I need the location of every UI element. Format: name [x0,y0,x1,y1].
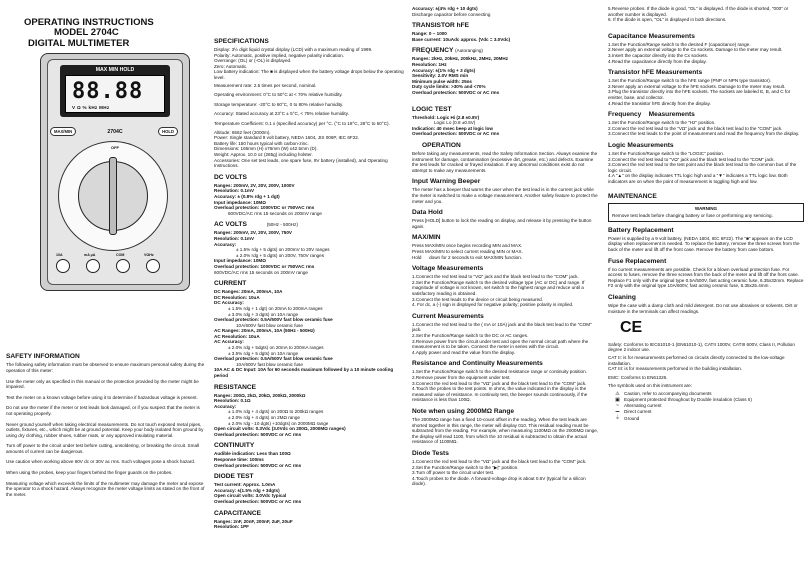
ground-icon: ⏚ [614,415,620,422]
spec-line: Overload protection: 1000VDC or 750VAC rms [214,205,315,211]
step-line: 3.Plug the transistor directly into the hFE sockets. The sockets are labeled E, B, and C for emitter, base, and collector. [608,89,791,100]
emc-text: EMC: Conforms to EN61326. [608,374,668,380]
title-line: OPERATING INSTRUCTIONS [24,17,154,28]
ce-mark-icon: CE [620,319,643,337]
symbol-text: Caution, refer to accompanying documents [624,391,712,397]
spec-line: AC Ranges: 20mA, 200mA, 10A (50Hz - 500Hz) [214,328,315,334]
frequency-title: FREQUENCY [412,47,454,55]
spec-line: AC Accuracy: [214,339,244,345]
caution-icon: ⚠ [615,390,620,397]
safety-paragraph: Turn off power to the circuit under test before cutting, unsoldering, or breaking the circuit. Small amounts of current can be dangerous. [6,443,200,454]
max-min-heading: MAX/MIN [412,234,441,242]
spec-line: Low battery indication: The ■ is displayed when the battery voltage drops below the operating level. [214,69,404,80]
dc-volts-heading: DC VOLTS [214,173,247,181]
spec-line: Accuracy: ±(1.5% rdg + 3dgts) [214,487,280,493]
diode-test-heading: DIODE TEST [214,473,254,481]
step-line: 1.Connect the red test lead to "VΩ" jack and the black test lead to the "COM" jack. [412,274,579,280]
spec-line: Accuracy: [214,403,237,409]
jack-label-com: COM [116,253,125,258]
spec-line: Resolution: 0.1mV [214,188,255,194]
document-title [6,18,206,49]
spec-line: DC Resolution: 10uA [214,294,260,300]
spec-line: Accuracy: ± (0.8% rdg + 1 dgt) [214,193,280,199]
spec-line: Operating environment: 0°C to 50°C at < 70% relative humidity. [214,92,343,98]
step-line: 3.Insert the capacitor directly into the Cx sockets. [608,53,709,58]
spec-line: ± 2.0% rdg + 5 dgts) on 200V, 750V ranges [236,252,325,258]
step-line: 2.Set the Function/Range switch to the "▶|" position. [412,464,519,470]
step-line: 2.Never apply an external voltage to the Cx sockets. Damage to the meter may result. [608,47,783,53]
step-line: 4.A "▲" on the display indicates TTL logic high and a "▼" indicates a TTL logic low. Both indicators are on when the point of measurement is toggling high and low. [608,173,788,184]
step-line: 4.Read the capacitance directly from the display. [608,58,707,64]
title-line: MODEL 2704C [54,27,119,39]
ac-volts-heading [214,221,404,229]
meter-lcd [65,75,165,113]
input-warning-heading: Input Warning Beeper [412,178,481,186]
battery-replacement-heading: Battery Replacement [608,226,674,234]
safety-paragraph: Use the meter only as specified in this manual or the protection provided by the meter might be impaired. [6,378,199,390]
spec-line: Accuracy: ±(4% rdg + 10 dgts) [412,6,478,11]
safety-paragraph: Never ground yourself when taking electrical measurements. Do not touch exposed metal pipes, outlets, fixtures, etc., which might be at ground potential. Keep your body isolated from ground by using dry clothing, rubber shoes, rubber mats, or any approved insulating material. [6,421,204,438]
safety-list [6,362,206,497]
spec-line: Input impedance: 10MΩ [214,258,266,264]
lcd-digits: 88.88 [72,79,144,105]
step-line: 4. For dc, a (-) sign is displayed for negative polarity; positive polarity is implied. [412,302,574,308]
spec-line: Overload protection: 0.5A/500V fast blow ceramic fuse [214,356,333,362]
spec-line: Test current: Approx. 1.0mA [214,482,276,488]
step-line: 2.Connect the red test lead to "VΩ" jack and the black test lead to the "COM" jack. [608,156,775,162]
symbol-text: Alternating current [624,403,662,409]
spec-line: Base current: 10uAdc approx. (Vdc = 3.0Vdc) [412,36,511,42]
spec-line: Sensitivity: 2.0V RMS min [412,73,469,79]
frequency-measurements-heading: Frequency Measurements [608,111,695,119]
spec-line: Power: Single standard 9 volt battery, NEDA 1604, JIS 006P, IEC 6F22. [214,135,360,141]
spec-line: Display: 3½ digit liquid crystal display (LCD) with a maximum reading of 1999. [214,47,373,53]
data-hold-text: Press [HOLD] button to lock the reading on display, and release it by pressing the button again. [412,218,592,229]
dial-off-label: OFF [111,145,119,151]
step-line: 3.Connect the test leads to the device or circuit being measured. [412,296,543,302]
step-line: 3.Turn off power to the circuit under test. [412,470,495,476]
operation-text: Before taking any measurements, read the Safety Information Section. Always examine the instrument for damage, contamination (excessive dirt, grease, etc.) and defects. Examine the test leads for cracked or frayed insulation. If any abnormal conditions exist do not attempt to make any measurements. [412,151,598,173]
spec-line: ± 1.5% rdg + 1 dgt) on 20mA to 200mA ranges [228,305,323,311]
data-hold-heading: Data Hold [412,209,443,217]
transistor-hfe-measurements-heading: Transistor hFE Measurements [608,69,703,77]
cat3-text: CAT III: is for measurements performed in the building installation. [608,366,743,372]
step-line: 3.Connect the red test lead to the test point and the black test lead to the common bus of the logic circuit. [608,162,797,173]
step-line: 2.Set the Function/Range switch to the DC or AC ranges. [412,333,529,339]
spec-line: Open circuit volts: 3.0Vdc typical [214,493,287,499]
warning-box [608,203,804,222]
current-heading: CURRENT [214,280,247,288]
spec-line: Ranges: 200mV, 2V, 20V, 200V, 750V [214,230,292,236]
spec-line: ± 2.0% rdg + 4 dgts) on 2MΩ range [228,415,300,421]
spec-line: Battery life: 150 hours typical with carbon-zinc. [214,140,309,146]
spec-line: Overload protection: 0.5A/500V fast blow ceramic fuse [214,317,333,323]
safety-paragraph: Do not use the meter if the meter or test leads look damaged, or if you suspect that the meter is not operating properly. [6,405,200,416]
spec-line: Storage temperature: -20°C to 60°C, 0 to 80% relative humidity. [214,101,344,107]
spec-line: Resolution: 1PF [214,524,249,530]
warning-text: Remove test leads before changing battery or fuse or performing any servicing. [612,213,773,219]
spec-line: Ranges: 200Ω, 2kΩ, 20kΩ, 200kΩ, 2000kΩ [214,392,306,398]
safety-heading: SAFETY INFORMATION [6,353,80,361]
meter-model-label: 2704C [107,129,123,136]
symbol-text: Equipment protected throughout by Double insulation (Class II) [624,397,752,403]
continuity-heading: CONTINUITY [214,442,255,450]
step-line: 1.Connect the red test lead to the "VΩ" jack and the black test lead to the "COM" jack. [412,459,587,465]
alternating-current-icon: ~ [616,403,619,410]
logic-test-heading: LOGIC TEST [412,105,452,113]
max-min-line: Press MAX/MIN once begins recording MIN and MAX. [412,243,523,249]
step-line: 4.Read the transistor hFE directly from the display. [608,100,711,106]
spec-line: ± 2.0% rdg - 10 dgts) +10dgts) on 2000MΩ range [228,420,329,426]
ac-volts-subtitle: (50Hz - 500Hz) [266,222,298,228]
spec-line: Range: 0 ~ 1000 [412,31,447,37]
spec-line: Overload protection: 500VDC or AC rms [214,431,302,437]
step-line: 2.Connect the red test lead to the "VΩ" jack and the black test lead to the "COM" jack. [608,125,783,131]
spec-line: 10A/600V fast blow ceramic fuse [236,322,303,328]
spec-line: 600VDC/AC rms 15 seconds on 200mV range [214,269,308,275]
fuse-replacement-text: If no current measurements are possible. Check for a blown overload protection fuse. For access to fuses, remove the three screws from the back of the meter and lift off the front case. Replace F1 only with the original type 0.5A/500V, fast acting ceramic fuse, 6.35x32mm. Replace F2 only with the original type 10A/600V, fast acting ceramic fuse, 6.35x25.4mm . [608,266,804,289]
spec-line: Open circuit volts: 0.3Vdc (3.0Vdc on 200Ω, 2000MΩ ranges) [214,426,346,432]
spec-line: Dimensions: 165mm (H) x76mm (W) x42.5mm (D). [214,146,318,152]
spec-line: Temperature Coefficient: 0.1 x (specified accuracy) per °C. (°C to 18°C, 28°C to 50°C). [214,120,390,126]
direct-current-icon: ⎓ [615,409,620,416]
jack-label-10a: 10A [56,253,63,258]
lcd-mode-label: MAX MIN HOLD [95,67,135,74]
step-line: 3.Connect the red test lead to the "VΩ" jack and the black test lead to the "COM" jack. [412,380,587,386]
spec-line: Input impedance: 10MΩ [214,199,266,205]
symbol-text: Ground [624,415,640,421]
step-line: 3.Connect the test leads to the point of measurement and read the frequency from the display. [608,131,800,137]
battery-replacement-text: Power is supplied by a 9 volt battery. (NEDA 1604, IEC 6F22). The "■" appears on the LCD display when replacement is needed. To replace the battery, remove the three screws from the back of the meter and lift off the front case. Remove the battery from case bottom. [608,235,800,253]
step-line: 6. If the diode is open, "OL" is displayed in both directions. [608,17,727,23]
spec-line: Zero: Automatic. [214,63,248,69]
spec-line: Duty cycle limits: >30% and <70% [412,84,486,90]
diode-tests-heading: Diode Tests [412,450,449,458]
cat2-text: CAT II: is for measurements performed on circuits directly connected to the low-voltage installation. [608,354,785,366]
step-line: 5.Reverse probes. If the diode is good, "OL" is displayed. If the diode is shorted, "000" or another number is displayed. [608,6,789,17]
column-2 [214,0,404,582]
safety-paragraph: Use caution when working above 60V dc or 30V ac rms. Such voltages pose a shock hazard. [6,459,196,465]
spec-line: ± 1.5% rdg + 5 dgts) on 200mV to 20V ranges [236,247,330,253]
title-line: DIGITAL MULTIMETER [28,37,130,49]
note-2000m-text: The 2000MΩ range has a fixed 10-count offset in the reading. When the test leads are shorted together in this range, the meter will display 010. This residual reading must be subtracted from the reading. For example, when measuring 1100MΩ on the 2000MΩ range, the display will read 1100, from which the 10 residual is subtracted to obtain the actual resistance of 1100MΩ. [412,417,599,445]
step-line: 2.Remove power from the equipment under test. [412,375,511,381]
spec-line: DC Ranges: 20mA, 200mA, 10A [214,289,283,295]
column-3 [412,0,600,582]
max-min-line: Hold down for 2 seconds to exit MAX/MIN function. [412,254,523,260]
capacitance-measurements-heading: Capacitance Measurements [608,32,695,40]
spec-line: DC Accuracy: [214,300,244,306]
max-min-button: MAX/MIN [50,127,76,136]
column-4 [608,0,804,582]
spec-line: 600VDC/AC rms 15 seconds on 200mV range [228,210,322,216]
dial-pointer [109,157,117,235]
spec-line: Overrange: (OL) or (-OL) is displayed. [214,58,292,64]
capacitance-heading: CAPACITANCE [214,509,262,517]
spec-line: Resolution: 1Hz [412,62,447,68]
double-insulation-icon: ▣ [615,397,620,404]
spec-line: Accessories: One set test leads, one spare fuse, 9V battery (installed), and Operating Instructions. [214,157,388,169]
step-line: 1.Set the Function/Range switch to the "LOGIC" position. [608,151,725,157]
step-line: 2.Set the Function/Range switch to the desired voltage type (AC or DC) and range. If magnitude of voltage is not known, set switch to the highest range and reduce until a satisfactory reading is obtained. [412,279,585,297]
spec-line: Overload protection: 500VDC or AC rms [214,462,302,468]
fuse-replacement-heading: Fuse Replacement [608,257,667,265]
logic-measurements-heading: Logic Measurements [608,142,674,149]
warning-heading: WARNING [694,205,718,211]
safety-paragraph: The following safety information must be observed to ensure maximum personal safety during the operation of this meter: [6,362,205,373]
spec-line: Accuracy: ±(1% rdg + 3 dgts) [412,67,476,73]
spec-line: Accuracy: [214,241,237,247]
spec-line: Logic Lo (0.8 ±0.5V) [434,120,476,126]
spec-line: ± 1.0% rdg + 4 dgts) on 200Ω to 200kΩ ranges [228,409,324,415]
spec-line: Threshold: Logic Hi (2.8 ±0.8V) [412,114,480,120]
spec-line: Indication: 40 msec beep at logic low [412,125,493,131]
spec-line: Measurement rate: 2.5 times per second, nominal. [214,82,317,88]
spec-line: Resolution: 0.1mV [214,235,255,241]
max-min-line: Press MAX/MIN to select current reading MIN or MAX. [412,249,523,255]
maintenance-heading: MAINTENANCE [608,192,657,200]
step-line: 1.Set the Function/Range switch to the "Hz" position. [608,120,716,126]
spec-line: Accuracy: Stated accuracy at 23°C ± 5°C, < 75% relative humidity. [214,111,349,117]
voltage-measurements-heading: Voltage Measurements [412,265,484,273]
jack-label-v: VΩHz [144,253,154,258]
cleaning-heading: Cleaning [608,294,636,302]
note-2000m-heading: Note when using 2000MΩ Range [412,408,515,416]
spec-list [214,47,404,169]
spec-line: Resolution: 0.1Ω [214,398,251,404]
symbols-list [608,391,804,421]
frequency-heading [412,47,600,55]
symbols-intro: The symbols used on this instrument are: [608,383,693,389]
multimeter-illustration [40,53,190,291]
step-line: 3.Remove power from the circuit under test and open the normal circuit path where the measurement is to be taken. Connect the meter in series with the circuit. [412,338,589,350]
spec-line: Ranges: 2nF, 20nF, 200nF, 2uF, 20uF [214,518,293,524]
safety-standard-text: Safety: Conforms to IEC61010-1 (EN61010-1), CATII 1000V, CATIII 600V, Class II, Pollution degree 2 indoor use. [608,341,795,353]
transistor-hfe-heading: TRANSISTOR hFE [412,22,470,30]
lcd-units: V Ω % kHz MHz [72,104,110,110]
safety-paragraph: Test the meter on a known voltage before using it to determine if hazardous voltage is present. [6,394,198,400]
symbol-row [608,415,804,421]
frequency-subtitle: (Autoranging) [455,48,483,54]
specifications-heading: SPECIFICATIONS [214,38,269,45]
spec-line: Altitude: 6562 feet (2000m). [214,129,271,135]
input-warning-text: The meter has a beeper that warns the user when the test lead is in the current jack while the meter is switched to make a voltage measurement. Another safety feature to protect the meter and you. [412,187,598,204]
spec-line: Overload protection: 500VDC or AC rms [412,131,500,137]
spec-line: 10A/600V fast blow ceramic fuse [236,361,303,367]
step-line: 4.Touch the probes to the test points. In ohms, the value indicated in the display is the measured value of resistance. In continuity test, the beeper sounds continuously, if the resistance is less than 100Ω. [412,386,588,403]
column-1 [6,0,206,582]
step-line: 1.Connect the red test lead to the ( mA or 10A) jack and the black test lead to the "COM" jack. [412,321,592,333]
spec-line: Ranges: 200mV, 2V, 20V, 200V, 1000V [214,182,295,188]
step-line: 1.Set the Function/Range switch to the desired resistance range or continuity position. [412,369,587,375]
spec-line: 10A AC & DC Input: 10A for 60 seconds maximum followed by a 10 minute cooling period [214,367,394,379]
jack-label-ma: mA µA [84,253,96,258]
spec-line: Overload protection: 1000VDC or 750VAC rms [214,263,315,269]
step-line: 4.Apply power and read the value from the display. [412,349,516,355]
resistance-continuity-heading: Resistance and Continuity Measurements [412,360,543,368]
spec-line: Overload protection: 500VDC or AC rms [214,499,302,505]
spec-line: ± 3.0% rdg + 3 dgts) on 10A range [228,311,299,317]
spec-line: Minimum pulse width: 25ns [412,78,472,84]
spec-line: Overload protection: 500VDC or AC rms [412,90,500,95]
step-line: 1.Set the Function/Range switch to the desired F (capacitance) range. [608,41,751,47]
spec-line: Audible indication: Less than 100Ω [214,451,291,457]
current-measurements-heading: Current Measurements [412,312,484,320]
step-line: 4.Touch probes to the diode. A forward-voltage drop is about 0.6V (typical for a silicon diode). [412,475,586,487]
operation-heading: OPERATION [422,142,461,149]
spec-line: ± 3.5% rdg + 5 dgts) on 10A range [228,350,299,356]
spec-line: Response time: 100ms [214,457,264,463]
step-line: 1.Set the Function/Range switch to the hFE range (PNP or NPN type transistor). [608,78,772,84]
hold-button: HOLD [158,127,178,136]
resistance-heading: RESISTANCE [214,383,257,391]
spec-line: Ranges: 2kHz, 20kHz, 200kHz, 2MHz, 20MHz [412,56,508,62]
safety-paragraph: Measuring voltage which exceeds the limits of the multimeter may damage the meter and expose the operator to a shock hazard. Always recognize the meter voltage limits as stated on the front of the meter. [6,480,205,497]
safety-paragraph: When using the probes, keep your fingers behind the finger guards on the probes. [6,470,173,476]
meter-lcd-frame [60,65,170,117]
spec-line: ± 2.0% rdg + 5dgts) on 20mA to 200mA ranges [228,345,324,351]
symbol-text: Direct current [624,409,652,415]
spec-line: Weight: Approx. 10.0 oz (285g) including holster. [214,151,313,157]
spec-line: Polarity: Automatic, positive implied, negative polarity indication. [214,52,344,58]
ac-volts-title: AC VOLTS [214,221,247,229]
spec-line: Discharge capacitor before connecting [412,11,491,17]
spec-line: AC Resolution: 10uA [214,333,260,339]
cleaning-text: Wipe the case with a damp cloth and mild detergent. Do not use abrasives or solvents. Dirt or moisture in the terminals can affect readings. [608,303,798,314]
step-line: 2.Never apply an external voltage to the hFE sockets. Damage to the meter may result. [608,83,786,89]
